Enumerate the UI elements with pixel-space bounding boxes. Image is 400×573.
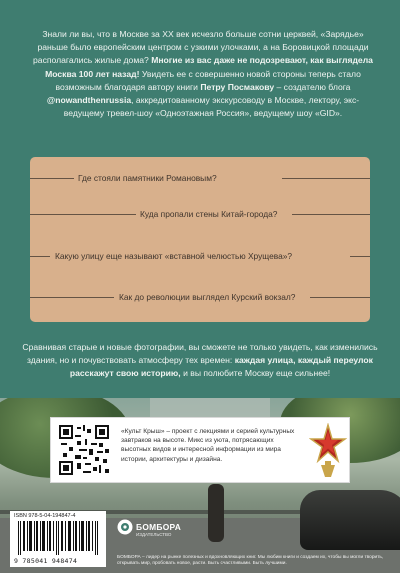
blog-name: @nowandthenrussia: [46, 95, 132, 106]
question-2-line: [30, 214, 136, 215]
intro-text: [28, 28, 378, 120]
outro-text: [22, 341, 378, 381]
isbn-label: ISBN 978-5-04-194847-4: [14, 513, 76, 519]
publisher-name: БОМБОРА: [136, 522, 182, 532]
intro-paragraph-2-mid: – создателю блога: [276, 81, 351, 92]
barcode-block: [10, 511, 106, 567]
outro-highlight: каждая улица, каждый переулок расскажут свою историю,: [69, 355, 373, 379]
question-3-line-right: [350, 256, 370, 257]
question-1-line-right: [282, 178, 370, 179]
kremlin-star-icon: [309, 423, 347, 479]
intro-paragraph-2-end: , аккредитованному экскурсоводу в Москве, лектору, экс-ведущему тревел-шоу «Одноэтажная Россия», ведущему шоу «GID».: [63, 95, 360, 119]
question-1-line: [30, 178, 74, 179]
question-4-line: [30, 297, 114, 298]
question-4: Как до революции выглядел Курский вокзал?: [119, 292, 296, 302]
author-name: Петру Посмакову: [200, 81, 275, 92]
promo-card: [50, 417, 350, 483]
bombora-logo-icon: [117, 519, 133, 535]
question-3: Какую улицу еще называют «вставной челюстью Хрущева»?: [55, 251, 293, 261]
intro-highlight: Многие из вас даже не подозревают, как выглядела Москва 100 лет назад!: [45, 55, 373, 79]
publisher-tagline: БОМБОРА – лидер на рынке полезных и вдохновляющих книг. Мы любим книги и создаем их, чтобы вы могли творить, открывать мир, пробовать новое, расти. Быть счастливыми. Быть лучшими.: [117, 555, 384, 567]
publisher-subtitle: ИЗДАТЕЛЬСТВО: [136, 532, 172, 537]
outro-end: и вы полюбите Москву еще сильнее!: [183, 368, 331, 379]
question-2-line-right: [292, 214, 370, 215]
questions-box: [30, 157, 370, 322]
intro-paragraph-1: Знали ли вы, что в Москве за XX век исчезло больше сотни церквей, «Зарядье» раньше было европейским центром с узкими улочками, а на Боровицкой площади располагались жилые дома?: [33, 29, 369, 66]
barcode-icon: [18, 521, 100, 555]
publisher-logo: [117, 519, 207, 549]
outro-start: Сравнивая старые и новые фотографии, вы сможете не только увидеть, как изменились здания, но и почувствовать атмосферу тех времен:: [22, 342, 378, 366]
question-3-line: [30, 256, 50, 257]
question-4-line-right: [310, 297, 370, 298]
isbn-number: 9 785041 948474: [14, 557, 78, 565]
card-description: «Культ Крыш» – проект с лекциями и серией культурных завтраков на высоте. Микс из уюта, потрясающих высотных видов и интересной информации из мира истории, архитектуры и дизайна.: [121, 428, 295, 463]
question-1: Где стояли памятники Романовым?: [78, 173, 217, 183]
intro-paragraph-2-start: Увидеть ее с совершенно новой стороны теперь стало возможным благодаря автору книги: [55, 68, 361, 92]
question-2: Куда пропали стены Китай-города?: [140, 209, 278, 219]
person-silhouette: [208, 484, 224, 542]
qr-code-icon[interactable]: [59, 425, 109, 475]
car-silhouette: [300, 490, 400, 550]
